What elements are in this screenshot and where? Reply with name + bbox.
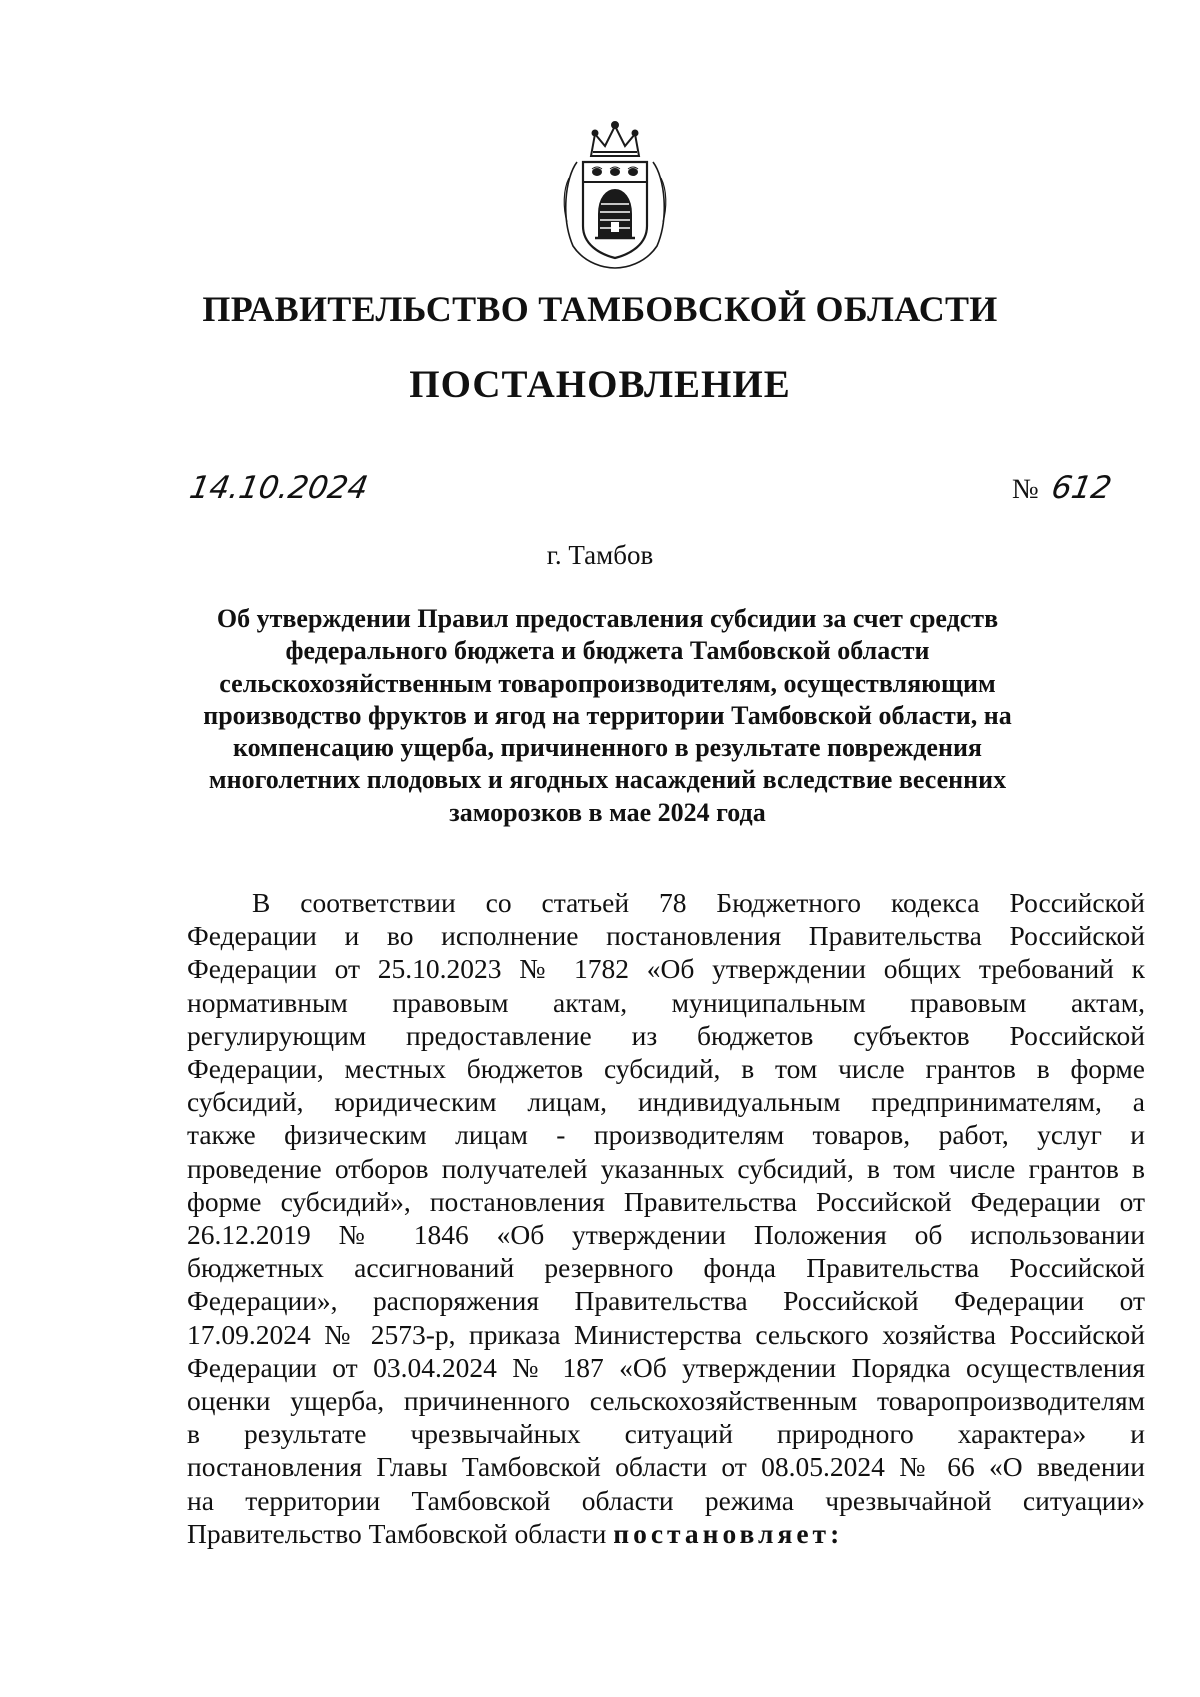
document-number (1012, 470, 1115, 506)
body-line: Федерации от 03.04.2024 № 187 «Об утверждении Порядка осуществления (187, 1351, 1145, 1383)
subject-line: компенсацию ущерба, причиненного в результате повреждения (232, 733, 982, 763)
body-line: В соответствии со статьей 78 Бюджетного кодекса Российской (252, 887, 1145, 918)
city-line: г. Тамбов (546, 540, 654, 570)
document-type-heading: ПОСТАНОВЛЕНИЕ (409, 363, 791, 406)
government-name: Правительство Тамбовской области (187, 1517, 607, 1549)
body-final-line (187, 1517, 1145, 1550)
body-line: 26.12.2019 № 1846 «Об утверждении Положения об использовании (187, 1219, 1145, 1251)
body-line: также физическим лицам - производителям товаров, работ, услуг и (187, 1119, 1145, 1151)
body-line: Федерации», распоряжения Правительства Российской Федерации от (187, 1285, 1145, 1317)
resolves-word: постановляет: (613, 1517, 844, 1549)
organization-title: ПРАВИТЕЛЬСТВО ТАМБОВСКОЙ ОБЛАСТИ (202, 289, 998, 329)
body-line: нормативным правовым актам, муниципальным правовым актам, (187, 986, 1145, 1018)
body-line: постановления Главы Тамбовской области от 08.05.2024 № 66 «О введении (187, 1451, 1145, 1483)
body-line: 17.09.2024 № 2573-р, приказа Министерства сельского хозяйства Российской (187, 1318, 1145, 1350)
body-line: в результате чрезвычайных ситуаций природного характера» и (187, 1418, 1145, 1450)
coat-of-arms-icon (555, 118, 675, 270)
subject-line: заморозков в мае 2024 года (449, 797, 766, 827)
preamble-paragraph (187, 886, 1145, 1550)
body-line: оценки ущерба, причиненного сельскохозяйственным товаропроизводителям (187, 1385, 1145, 1417)
subject-title (165, 603, 1050, 829)
document-date: 14.10.2024 (186, 470, 371, 506)
body-line: на территории Тамбовской области режима чрезвычайной ситуации» (187, 1484, 1145, 1516)
body-line: регулирующим предоставление из бюджетов субъектов Российской (187, 1019, 1145, 1051)
body-line: Федерации, местных бюджетов субсидий, в том числе грантов в форме (187, 1053, 1145, 1085)
body-line: Федерации и во исполнение постановления Правительства Российской (187, 920, 1145, 952)
subject-line: Об утверждении Правил предоставления субсидии за счет средств (216, 604, 999, 633)
body-line: проведение отборов получателей указанных субсидий, в том числе грантов в (187, 1152, 1145, 1184)
body-line: форме субсидий», постановления Правительства Российской Федерации от (187, 1185, 1145, 1217)
number-sign: № (1012, 474, 1039, 505)
subject-line: многолетних плодовых и ягодных насаждений вследствие весенних (208, 765, 1007, 795)
subject-line: производство фруктов и ягод на территории Тамбовской области, на (203, 700, 1012, 730)
body-line: Федерации от 25.10.2023 № 1782 «Об утверждении общих требований к (187, 953, 1145, 985)
subject-line: федерального бюджета и бюджета Тамбовской области (285, 636, 930, 666)
subject-line: сельскохозяйственным товаропроизводителям, осуществляющим (219, 668, 996, 698)
body-line: субсидий, юридическим лицам, индивидуальным предпринимателям, а (187, 1086, 1145, 1118)
number-value: 612 (1048, 470, 1115, 506)
body-line: бюджетных ассигнований резервного фонда Правительства Российской (187, 1252, 1145, 1284)
